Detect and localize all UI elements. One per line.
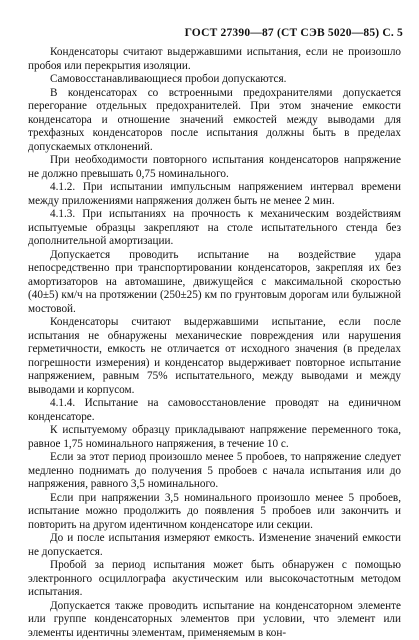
paragraph: В конденсаторах со встроенными предохранителями допускается перегорание отдельных предохранителей. При этом значение емкости конденсатора и отношение значений емкостей между выводами для трехфазных конденсаторов после испытания должны быть в пределах допускаемых отклонений. <box>28 87 401 155</box>
paragraph: Если за этот период произошло менее 5 пробоев, то напряжение следует медленно поднимать до получения 5 пробоев с начала испытания или до напряжения, равного 3,5 номинального. <box>28 451 401 492</box>
body-text <box>28 46 401 640</box>
paragraph: Допускается проводить испытание на воздействие удара непосредственно при транспортировании конденсаторов, закрепляя их без амортизаторов на автомашине, движущейся с максимальной скоростью (40±5) км/ч на протяжении (250±25) км по грунтовым дорогам или булыжной мостовой. <box>28 249 401 317</box>
paragraph: Самовосстанавливающиеся пробои допускаются. <box>28 73 401 87</box>
paragraph: Конденсаторы считают выдержавшими испытания, если не произошло пробоя или перекрытия изоляции. <box>28 46 401 73</box>
paragraph: Конденсаторы считают выдержавшими испытание, если после испытания не обнаружены механические повреждения или нарушения герметичности, емкость не отличается от исходного значения (в пределах погрешности измерения) и конденсатор выдерживает повторное испытание напряжением, равным 75% испытательного, между выводами и между выводами и корпусом. <box>28 316 401 397</box>
page-header: ГОСТ 27390—87 (СТ СЭВ 5020—85) С. 5 <box>185 27 403 39</box>
paragraph: При необходимости повторного испытания конденсаторов напряжение не должно превышать 0,75 номинального. <box>28 154 401 181</box>
paragraph: 4.1.4. Испытание на самовосстановление проводят на единичном конденсаторе. <box>28 397 401 424</box>
paragraph: 4.1.2. При испытании импульсным напряжением интервал времени между приложениями напряжения должен быть не менее 2 мин. <box>28 181 401 208</box>
paragraph: К испытуемому образцу прикладывают напряжение переменного тока, равное 1,75 номинального напряжения, в течение 10 с. <box>28 424 401 451</box>
paragraph: До и после испытания измеряют емкость. Изменение значений емкости не допускается. <box>28 532 401 559</box>
paragraph: Допускается также проводить испытание на конденсаторном элементе или группе конденсаторных элементов при условии, что элемент или элементы идентичны элементам, применяемым в кон- <box>28 600 401 640</box>
paragraph: 4.1.3. При испытаниях на прочность к механическим воздействиям испытуемые образцы закрепляют на столе испытательного стенда без дополнительной амортизации. <box>28 208 401 249</box>
paragraph: Пробой за период испытания может быть обнаружен с помощью электронного осциллографа акустическим или высокочастотным методом испытания. <box>28 559 401 600</box>
paragraph: Если при напряжении 3,5 номинального произошло менее 5 пробоев, испытание можно продолжить до появления 5 пробоев или закончить и повторить на другом идентичном конденсаторе или секции. <box>28 492 401 533</box>
